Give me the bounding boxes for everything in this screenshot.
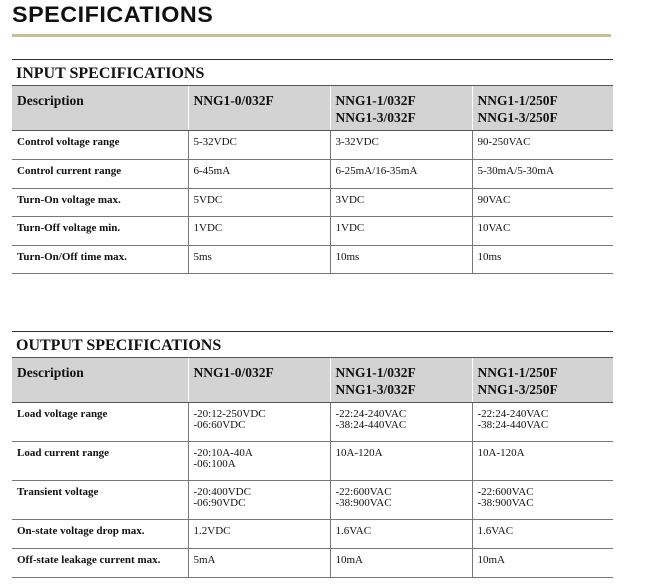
header-text: NNG1-3/250F <box>477 110 558 125</box>
header-text: Description <box>17 365 84 380</box>
cell-value: 1.6VAC <box>477 525 514 537</box>
header-text: NNG1-1/250F <box>477 365 558 380</box>
cell-value: 5-32VDC <box>193 136 237 148</box>
table-cell <box>472 403 613 442</box>
cell-value: -20:10A-40A <box>193 447 253 459</box>
cell-value: 5VDC <box>193 194 223 206</box>
table-row <box>12 549 613 578</box>
cell-value: -20:12-250VDC <box>193 408 266 420</box>
table-cell <box>330 189 472 217</box>
table-cell <box>330 246 472 274</box>
cell-value: 3-32VDC <box>335 136 379 148</box>
cell-value: 90-250VAC <box>477 136 531 148</box>
cell-value: 10A-120A <box>477 447 525 459</box>
header-text: NNG1-3/032F <box>335 110 416 125</box>
table-cell <box>188 481 330 520</box>
header-text: NNG1-1/032F <box>335 365 416 380</box>
cell-value: 10ms <box>335 251 360 263</box>
table-cell <box>472 217 613 246</box>
cell-value: 5ms <box>193 251 212 263</box>
column-header-model <box>472 86 613 131</box>
table-cell <box>330 549 472 578</box>
header-text: NNG1-0/032F <box>193 365 274 380</box>
table-cell <box>188 549 330 578</box>
page-title: SPECIFICATIONS <box>12 2 214 27</box>
row-label: Turn-Off voltage min. <box>12 217 188 246</box>
row-label: Load current range <box>12 442 188 481</box>
table-cell <box>188 520 330 549</box>
table-header-row <box>12 358 613 403</box>
column-header-model <box>330 86 472 131</box>
table-cell <box>472 520 613 549</box>
table-cell <box>472 246 613 274</box>
cell-value: 6-25mA/16-35mA <box>335 165 418 177</box>
cell-value: 1.6VAC <box>335 525 372 537</box>
table-cell <box>472 160 613 189</box>
table-row <box>12 403 613 442</box>
cell-value: -06:90VDC <box>193 497 246 509</box>
column-header-model <box>188 358 330 403</box>
table-row <box>12 160 613 189</box>
table-cell <box>330 217 472 246</box>
header-text: NNG1-3/032F <box>335 382 416 397</box>
table-cell <box>472 131 613 160</box>
cell-value: -06:60VDC <box>193 419 246 431</box>
cell-value: 6-45mA <box>193 165 231 177</box>
cell-value: -22:600VAC <box>335 486 392 498</box>
section-title: INPUT SPECIFICATIONS <box>16 65 205 82</box>
column-header-model <box>472 358 613 403</box>
cell-value: 10mA <box>335 554 363 566</box>
table-row <box>12 131 613 160</box>
row-label: Off-state leakage current max. <box>12 549 188 578</box>
cell-value: 10ms <box>477 251 502 263</box>
table-cell <box>188 403 330 442</box>
row-label: Control voltage range <box>12 131 188 160</box>
row-label: On-state voltage drop max. <box>12 520 188 549</box>
column-header-model <box>330 358 472 403</box>
header-text: NNG1-1/032F <box>335 93 416 108</box>
table-cell <box>330 520 472 549</box>
table-cell <box>330 403 472 442</box>
table-row <box>12 189 613 217</box>
cell-value: 1VDC <box>335 222 365 234</box>
row-label: Load voltage range <box>12 403 188 442</box>
table-cell <box>188 160 330 189</box>
table-cell <box>330 481 472 520</box>
row-label: Control current range <box>12 160 188 189</box>
cell-value: 10mA <box>477 554 505 566</box>
cell-value: -38:900VAC <box>477 497 534 509</box>
cell-value: 10VAC <box>477 222 511 234</box>
cell-value: 5mA <box>193 554 216 566</box>
cell-value: -20:400VDC <box>193 486 251 498</box>
row-label: Transient voltage <box>12 481 188 520</box>
output-specifications-table <box>12 357 613 578</box>
cell-value: 1VDC <box>193 222 223 234</box>
row-label: Turn-On voltage max. <box>12 189 188 217</box>
cell-value: -38:900VAC <box>335 497 392 509</box>
column-header-description <box>12 358 188 403</box>
header-text: NNG1-3/250F <box>477 382 558 397</box>
cell-value: 3VDC <box>335 194 365 206</box>
header-text: NNG1-1/250F <box>477 93 558 108</box>
input-specifications-table <box>12 85 613 274</box>
cell-value: 5-30mA/5-30mA <box>477 165 554 177</box>
cell-value: 90VAC <box>477 194 511 206</box>
table-cell <box>188 246 330 274</box>
table-cell <box>472 481 613 520</box>
input-specifications-section <box>12 59 613 274</box>
table-cell <box>472 442 613 481</box>
cell-value: -22:24-240VAC <box>335 408 407 420</box>
header-text: Description <box>17 93 84 108</box>
table-cell <box>188 189 330 217</box>
row-label: Turn-On/Off time max. <box>12 246 188 274</box>
cell-value: -22:24-240VAC <box>477 408 549 420</box>
table-cell <box>330 442 472 481</box>
table-cell <box>472 189 613 217</box>
header-text: NNG1-0/032F <box>193 93 274 108</box>
table-row <box>12 217 613 246</box>
table-cell <box>188 131 330 160</box>
cell-value: -38:24-440VAC <box>335 419 407 431</box>
table-cell <box>330 160 472 189</box>
title-rule <box>12 34 611 37</box>
column-header-description <box>12 86 188 131</box>
table-cell <box>188 442 330 481</box>
column-header-model <box>188 86 330 131</box>
cell-value: 10A-120A <box>335 447 383 459</box>
table-row <box>12 246 613 274</box>
table-cell <box>472 549 613 578</box>
cell-value: 1.2VDC <box>193 525 231 537</box>
cell-value: -22:600VAC <box>477 486 534 498</box>
table-cell <box>188 217 330 246</box>
table-row <box>12 481 613 520</box>
table-header-row <box>12 86 613 131</box>
cell-value: -06:100A <box>193 458 236 470</box>
cell-value: -38:24-440VAC <box>477 419 549 431</box>
section-title: OUTPUT SPECIFICATIONS <box>16 337 222 354</box>
output-specifications-section <box>12 331 613 578</box>
table-row <box>12 520 613 549</box>
table-row <box>12 442 613 481</box>
table-cell <box>330 131 472 160</box>
